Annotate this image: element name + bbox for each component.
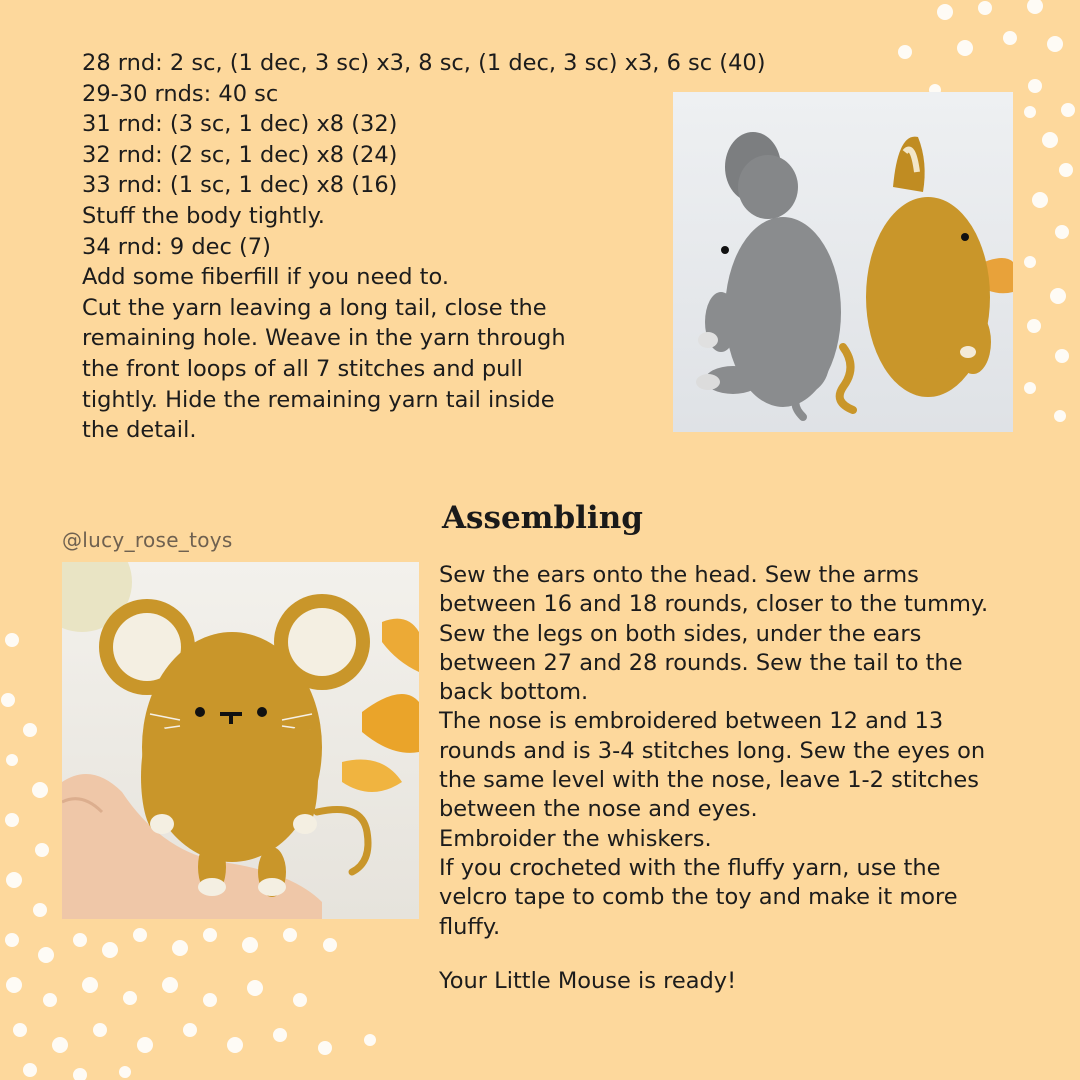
instruction-line: between 16 and 18 rounds, closer to the tummy.: [439, 591, 989, 618]
instruction-line: rounds and is 3-4 stitches long. Sew the eyes on: [439, 737, 986, 764]
instruction-line: Sew the ears onto the head. Sew the arms: [439, 562, 919, 588]
instruction-line: velcro tape to comb the toy and make it more: [439, 884, 958, 911]
mouse-in-hand-photo: [62, 562, 419, 919]
instruction-line: Sew the legs on both sides, under the ears: [439, 620, 922, 647]
pattern-line: 28 rnd: 2 sc, (1 dec, 3 sc) x3, 8 sc, (1 dec, 3 sc) x3, 6 sc (40): [82, 50, 766, 76]
instruction-line: The nose is embroidered between 12 and 13: [439, 708, 944, 735]
pattern-line: 33 rnd: (1 sc, 1 dec) x8 (16): [82, 172, 398, 199]
pattern-line: 32 rnd: (2 sc, 1 dec) x8 (24): [82, 141, 398, 168]
pattern-line: 29-30 rnds: 40 sc: [82, 80, 279, 107]
instruction-line: between the nose and eyes.: [439, 796, 758, 823]
pattern-line: the detail.: [82, 417, 197, 444]
assembling-instructions: [439, 561, 1069, 942]
pattern-line: remaining hole. Weave in the yarn through: [82, 325, 566, 352]
pattern-line: 31 rnd: (3 sc, 1 dec) x8 (32): [82, 111, 398, 138]
section-heading: Assembling: [442, 500, 643, 536]
instruction-line: between 27 and 28 rounds. Sew the tail to the: [439, 649, 963, 676]
pattern-line: tightly. Hide the remaining yarn tail inside: [82, 386, 555, 413]
pattern-line: Stuff the body tightly.: [82, 202, 325, 229]
pattern-line: Cut the yarn leaving a long tail, close the: [82, 294, 547, 321]
closing-message: Your Little Mouse is ready!: [439, 968, 737, 994]
instruction-line: Embroider the whiskers.: [439, 825, 712, 852]
instruction-line: the same level with the nose, leave 1-2 stitches: [439, 767, 979, 794]
instruction-line: fluffy.: [439, 913, 501, 940]
pattern-line: Add some fiberfill if you need to.: [82, 264, 450, 291]
pattern-line: 34 rnd: 9 dec (7): [82, 233, 271, 260]
pattern-line: the front loops of all 7 stitches and pull: [82, 355, 523, 382]
credit-handle: @lucy_rose_toys: [62, 528, 233, 552]
two-mice-photo: [673, 92, 1013, 432]
instruction-line: back bottom.: [439, 679, 589, 706]
instruction-line: If you crocheted with the fluffy yarn, use the: [439, 854, 941, 881]
